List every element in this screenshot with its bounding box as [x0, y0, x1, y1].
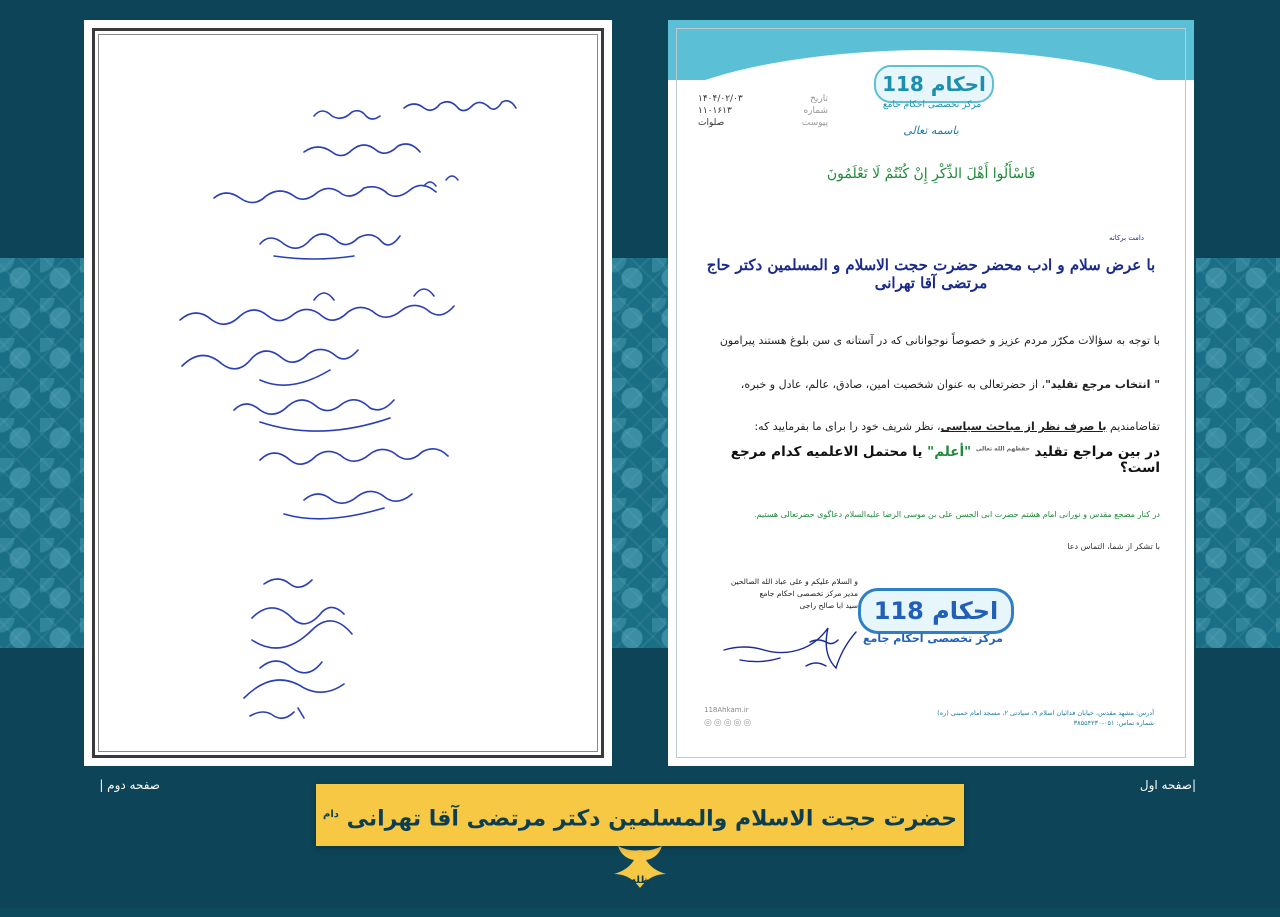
body-line-3: [702, 420, 1160, 433]
meta-date-value: ۱۴۰۴/۰۲/۰۳: [698, 94, 743, 104]
body-line-2: [702, 378, 1160, 391]
footer-website: 118Ahkam.ir: [704, 706, 749, 714]
page-one-letter: [668, 20, 1194, 766]
stamp-logo-subtitle: مرکز تخصصی احکام جامع: [863, 632, 1003, 645]
title-banner: [316, 784, 964, 887]
handwriting-image: [84, 20, 612, 766]
footer-address: [848, 708, 1154, 728]
question-highlight: "أعلم": [927, 444, 972, 460]
question-rest: یا محتمل الاعلمیه کدام مرجع است؟: [730, 444, 1160, 476]
prayer-line: در کنار مضجع مقدس و نورانی امام هشتم حضرت ابی الحسن علی بن موسی الرضا علیه‌السلام دعاگوی حضرتعالی هستیم.: [754, 510, 1160, 519]
body-line-3-start: تقاضامندیم: [1109, 420, 1160, 433]
closing-line-1: و السلام علیکم و علی عباد الله الصالحین: [730, 577, 858, 586]
greeting-badge: دامت برکاته: [1109, 234, 1144, 242]
body-line-2-rest: ، از حضرتعالی به عنوان شخصیت امین، صادق، عالم، عادل و خبره،: [740, 378, 1046, 391]
footer-address-line: آدرس: مشهد مقدس، خیابان فدائیان اسلام ۹، سیادتی ۲، مسجد امام خمینی (ره): [937, 709, 1154, 717]
meta-date-label: تاریخ: [810, 94, 828, 104]
letter-greeting: با عرض سلام و ادب محضر حضرت حجت الاسلام و المسلمین دکتر حاج مرتضی آقا تهرانی: [706, 256, 1156, 292]
closing-line-2: مدیر مرکز تخصصی احکام جامع: [759, 589, 858, 598]
banner-title: حضرت حجت الاسلام والمسلمین دکتر مرتضی آقا تهرانی: [346, 806, 957, 832]
body-line-2-bold: " انتخاب مرجع تقلید": [1045, 378, 1160, 391]
thanks-line: با تشکر از شما، التماس دعا: [1067, 542, 1160, 551]
title-banner-text: [316, 784, 964, 887]
closing-line-3: سید ابا صالح راجی: [799, 601, 858, 610]
quran-verse: فَاسْأَلُوا أَهْلَ الذِّكْرِ إِنْ كُنْتُمْ لَا تَعْلَمُونَ: [826, 166, 1036, 182]
bismillah-heading: باسمه تعالی: [903, 124, 959, 137]
page-two-caption: صفحه دوم |: [99, 778, 160, 792]
letter-question: [698, 444, 1160, 476]
meta-number-value: ۱۱۰۱۶۱۳: [698, 106, 732, 116]
question-sup: حفظهم الله تعالی: [975, 445, 1030, 453]
meta-number-label: شماره: [803, 106, 828, 116]
footer-phone-line: شماره تماس: ۰۵۱-۳۸۵۵۴۲۳۰: [1073, 719, 1154, 727]
banner-honorific: دام ظله: [323, 809, 650, 887]
stamp-logo: 118 احکام: [858, 588, 1014, 634]
body-line-3-bold: با صرف نظر از مباحث سیاسی: [940, 420, 1107, 433]
signature-image: [720, 620, 870, 680]
letterhead-logo: 118 احکام: [874, 65, 994, 103]
body-line-1: با توجه به سؤالات مکرّر مردم عزیز و خصوصاً نوجوانانی که در آستانه ی سن بلوغ هستند پیرامون: [719, 334, 1160, 347]
pattern-left: [0, 258, 84, 648]
page-two-handwritten: [84, 20, 612, 766]
footer-social-icons: ◎◎◎◎◎: [704, 718, 754, 728]
question-start: در بین مراجع تقلید: [1034, 444, 1160, 460]
body-line-3-rest: ، نظر شریف خود را برای ما بفرمایید که:: [754, 420, 941, 433]
pattern-middle: [612, 258, 668, 648]
meta-attachment-value: صلوات: [698, 118, 725, 128]
meta-attachment-label: پیوست: [801, 118, 828, 128]
letterhead-logo-subtitle: مرکز تخصصی احکام جامع: [882, 100, 982, 110]
page-one-caption: |صفحه اول: [1139, 778, 1196, 792]
pattern-right: [1196, 258, 1280, 648]
letter-closing: [708, 576, 858, 612]
